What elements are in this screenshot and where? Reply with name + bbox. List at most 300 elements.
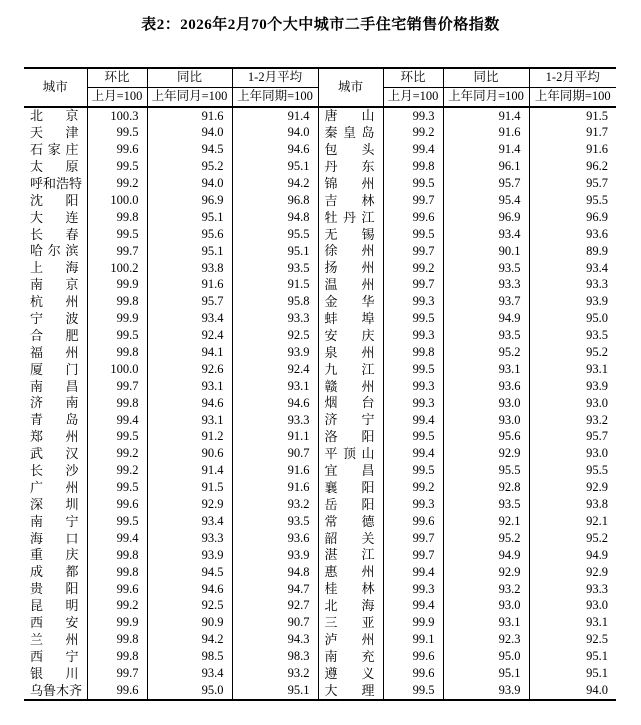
mom-value-left: 99.8 (87, 564, 147, 581)
mom-value-right: 99.7 (383, 530, 443, 547)
avg-value-right: 89.9 (529, 243, 616, 260)
yoy-value-left: 94.6 (147, 395, 232, 412)
yoy-value-right: 93.6 (443, 378, 529, 395)
mom-value-left: 99.5 (87, 125, 147, 142)
city-name-right: 常德 (318, 513, 383, 530)
mom-value-left: 99.2 (87, 446, 147, 463)
mom-value-right: 99.5 (383, 429, 443, 446)
mom-value-right: 99.6 (383, 513, 443, 530)
city-name-right: 宜昌 (318, 463, 383, 480)
yoy-value-right: 92.9 (443, 564, 529, 581)
avg-value-left: 95.5 (232, 226, 318, 243)
yoy-value-right: 93.5 (443, 496, 529, 513)
city-name-left: 青岛 (30, 412, 79, 428)
avg-value-left: 92.5 (232, 328, 318, 345)
mom-value-right: 99.1 (383, 632, 443, 649)
mom-value-left: 99.7 (87, 243, 147, 260)
mom-value-left: 99.8 (87, 344, 147, 361)
table-row (24, 395, 616, 412)
avg-value-right: 95.1 (529, 665, 616, 682)
yoy-value-left: 94.6 (147, 581, 232, 598)
avg-value-right: 93.6 (529, 226, 616, 243)
table-row (24, 192, 616, 209)
table-row (24, 480, 616, 497)
yoy-value-left: 93.9 (147, 547, 232, 564)
avg-value-left: 90.7 (232, 446, 318, 463)
avg-value-right: 93.1 (529, 615, 616, 632)
yoy-value-left: 94.0 (147, 176, 232, 193)
city-name-left: 杭州 (30, 294, 79, 310)
yoy-value-left: 93.3 (147, 530, 232, 547)
yoy-value-left: 95.2 (147, 159, 232, 176)
city-name-left: 沈阳 (30, 192, 79, 208)
mom-value-right: 99.3 (383, 378, 443, 395)
avg-value-right: 95.0 (529, 311, 616, 328)
avg-value-left: 93.2 (232, 496, 318, 513)
header-avg-left: 1-2月平均 (232, 68, 318, 88)
city-name-left: 重庆 (30, 547, 79, 563)
table-row (24, 429, 616, 446)
mom-value-left: 99.5 (87, 226, 147, 243)
city-name-right: 包头 (318, 142, 383, 159)
yoy-value-right: 93.0 (443, 412, 529, 429)
city-name-left: 贵阳 (30, 581, 79, 597)
city-name-right: 南充 (318, 649, 383, 666)
avg-value-left: 92.4 (232, 361, 318, 378)
yoy-value-right: 95.6 (443, 429, 529, 446)
avg-value-right: 93.0 (529, 446, 616, 463)
yoy-value-left: 98.5 (147, 649, 232, 666)
yoy-value-left: 92.4 (147, 328, 232, 345)
city-name-right: 襄阳 (318, 480, 383, 497)
yoy-value-right: 91.4 (443, 107, 529, 125)
yoy-value-right: 93.0 (443, 598, 529, 615)
yoy-value-right: 96.9 (443, 209, 529, 226)
table-row (24, 176, 616, 193)
city-name-right: 徐州 (318, 243, 383, 260)
yoy-value-right: 96.1 (443, 159, 529, 176)
yoy-value-right: 94.9 (443, 311, 529, 328)
table-row (24, 125, 616, 142)
avg-value-right: 96.9 (529, 209, 616, 226)
avg-value-left: 95.1 (232, 243, 318, 260)
city-name-right: 赣州 (318, 378, 383, 395)
mom-value-right: 99.4 (383, 446, 443, 463)
yoy-value-left: 91.6 (147, 277, 232, 294)
city-name-left: 南昌 (30, 378, 79, 394)
table-row (24, 209, 616, 226)
city-name-left: 昆明 (30, 598, 79, 614)
avg-value-left: 94.3 (232, 632, 318, 649)
city-name-left: 宁波 (30, 310, 79, 326)
table-row (24, 412, 616, 429)
avg-value-right: 93.9 (529, 294, 616, 311)
table-row (24, 260, 616, 277)
avg-value-left: 96.8 (232, 192, 318, 209)
avg-value-right: 92.1 (529, 513, 616, 530)
mom-value-right: 99.7 (383, 277, 443, 294)
yoy-value-right: 95.0 (443, 649, 529, 666)
yoy-value-left: 95.1 (147, 243, 232, 260)
avg-value-right: 92.9 (529, 480, 616, 497)
mom-value-right: 99.4 (383, 598, 443, 615)
city-name-left: 南京 (30, 277, 79, 293)
table-row (24, 649, 616, 666)
table-row (24, 581, 616, 598)
table-row (24, 463, 616, 480)
mom-value-right: 99.3 (383, 107, 443, 125)
mom-value-left: 99.4 (87, 530, 147, 547)
mom-value-right: 99.2 (383, 480, 443, 497)
mom-value-right: 99.5 (383, 361, 443, 378)
table-row (24, 682, 616, 700)
avg-value-right: 94.0 (529, 682, 616, 700)
yoy-value-left: 95.1 (147, 209, 232, 226)
yoy-value-right: 95.2 (443, 530, 529, 547)
yoy-value-left: 90.6 (147, 446, 232, 463)
mom-value-right: 99.5 (383, 463, 443, 480)
city-name-right: 岳阳 (318, 496, 383, 513)
mom-value-right: 99.5 (383, 682, 443, 700)
avg-value-left: 95.1 (232, 159, 318, 176)
table-row (24, 378, 616, 395)
avg-value-right: 95.7 (529, 429, 616, 446)
table-row (24, 547, 616, 564)
avg-value-right: 91.7 (529, 125, 616, 142)
city-name-left: 石家庄 (30, 142, 79, 158)
avg-value-left: 93.5 (232, 260, 318, 277)
avg-value-right: 96.2 (529, 159, 616, 176)
avg-value-left: 93.6 (232, 530, 318, 547)
yoy-value-right: 90.1 (443, 243, 529, 260)
yoy-value-right: 93.2 (443, 581, 529, 598)
yoy-value-left: 93.1 (147, 378, 232, 395)
avg-value-right: 91.6 (529, 142, 616, 159)
yoy-value-right: 93.4 (443, 226, 529, 243)
table-row (24, 142, 616, 159)
mom-value-left: 99.5 (87, 159, 147, 176)
yoy-value-left: 92.6 (147, 361, 232, 378)
city-name-left: 上海 (30, 260, 79, 276)
table-row (24, 361, 616, 378)
table-row (24, 328, 616, 345)
table-row (24, 564, 616, 581)
avg-value-left: 93.2 (232, 665, 318, 682)
avg-value-right: 93.1 (529, 361, 616, 378)
table-row (24, 243, 616, 260)
city-name-left: 长春 (30, 226, 79, 242)
avg-value-left: 95.1 (232, 682, 318, 700)
avg-value-right: 92.9 (529, 564, 616, 581)
mom-value-left: 99.5 (87, 429, 147, 446)
avg-value-left: 98.3 (232, 649, 318, 666)
header-mom-right: 环比 (383, 68, 443, 88)
mom-value-left: 99.8 (87, 547, 147, 564)
yoy-value-left: 93.8 (147, 260, 232, 277)
mom-value-left: 99.9 (87, 277, 147, 294)
mom-value-left: 99.5 (87, 513, 147, 530)
mom-value-left: 99.7 (87, 665, 147, 682)
avg-value-left: 91.4 (232, 107, 318, 125)
mom-value-right: 99.4 (383, 142, 443, 159)
city-name-left: 兰州 (30, 631, 79, 647)
table-row (24, 513, 616, 530)
city-name-right: 金华 (318, 294, 383, 311)
mom-value-left: 99.8 (87, 395, 147, 412)
subheader-avg-left: 上年同期=100 (232, 88, 318, 108)
mom-value-left: 99.6 (87, 142, 147, 159)
mom-value-left: 99.9 (87, 311, 147, 328)
subheader-mom-right: 上月=100 (383, 88, 443, 108)
subheader-yoy-right: 上年同月=100 (443, 88, 529, 108)
yoy-value-right: 95.1 (443, 665, 529, 682)
mom-value-left: 100.0 (87, 192, 147, 209)
city-name-right: 泉州 (318, 344, 383, 361)
avg-value-left: 94.2 (232, 176, 318, 193)
mom-value-left: 99.8 (87, 632, 147, 649)
mom-value-right: 99.2 (383, 125, 443, 142)
city-name-right: 秦皇岛 (318, 125, 383, 142)
yoy-value-left: 96.9 (147, 192, 232, 209)
city-name-left: 哈尔滨 (30, 243, 79, 259)
avg-value-right: 95.1 (529, 649, 616, 666)
avg-value-left: 93.9 (232, 344, 318, 361)
mom-value-left: 99.5 (87, 328, 147, 345)
city-name-right: 北海 (318, 598, 383, 615)
city-name-right: 安庆 (318, 328, 383, 345)
city-name-right: 湛江 (318, 547, 383, 564)
city-name-left: 福州 (30, 344, 79, 360)
yoy-value-right: 92.8 (443, 480, 529, 497)
avg-value-right: 93.5 (529, 328, 616, 345)
yoy-value-right: 95.7 (443, 176, 529, 193)
mom-value-left: 99.2 (87, 176, 147, 193)
avg-value-left: 94.8 (232, 209, 318, 226)
yoy-value-left: 93.4 (147, 311, 232, 328)
mom-value-right: 99.4 (383, 564, 443, 581)
avg-value-right: 93.8 (529, 496, 616, 513)
city-name-right: 牡丹江 (318, 209, 383, 226)
avg-value-left: 94.8 (232, 564, 318, 581)
mom-value-left: 99.8 (87, 649, 147, 666)
mom-value-right: 99.6 (383, 649, 443, 666)
mom-value-left: 99.9 (87, 615, 147, 632)
city-name-left: 呼和浩特 (30, 175, 83, 191)
table-row (24, 446, 616, 463)
mom-value-right: 99.3 (383, 581, 443, 598)
yoy-value-left: 95.7 (147, 294, 232, 311)
yoy-value-left: 94.2 (147, 632, 232, 649)
table-row (24, 107, 616, 125)
table-row (24, 226, 616, 243)
table-row (24, 311, 616, 328)
table-row (24, 344, 616, 361)
mom-value-right: 99.7 (383, 192, 443, 209)
avg-value-left: 91.5 (232, 277, 318, 294)
city-name-right: 温州 (318, 277, 383, 294)
mom-value-left: 100.0 (87, 361, 147, 378)
city-name-left: 西宁 (30, 648, 79, 664)
avg-value-left: 91.6 (232, 480, 318, 497)
yoy-value-right: 93.1 (443, 361, 529, 378)
mom-value-right: 99.7 (383, 547, 443, 564)
avg-value-left: 95.8 (232, 294, 318, 311)
table-header (24, 68, 616, 107)
city-name-left: 南宁 (30, 513, 79, 529)
mom-value-right: 99.4 (383, 412, 443, 429)
yoy-value-left: 94.5 (147, 564, 232, 581)
yoy-value-left: 94.0 (147, 125, 232, 142)
city-name-left: 天津 (30, 125, 79, 141)
table-row (24, 615, 616, 632)
mom-value-left: 99.6 (87, 581, 147, 598)
city-name-left: 大连 (30, 209, 79, 225)
avg-value-left: 94.6 (232, 395, 318, 412)
avg-value-left: 91.1 (232, 429, 318, 446)
mom-value-right: 99.5 (383, 311, 443, 328)
city-name-left: 武汉 (30, 446, 79, 462)
city-name-right: 吉林 (318, 192, 383, 209)
mom-value-right: 99.8 (383, 159, 443, 176)
mom-value-right: 99.3 (383, 328, 443, 345)
yoy-value-right: 93.5 (443, 328, 529, 345)
yoy-value-left: 94.1 (147, 344, 232, 361)
mom-value-left: 99.4 (87, 412, 147, 429)
city-name-right: 蚌埠 (318, 311, 383, 328)
yoy-value-right: 92.1 (443, 513, 529, 530)
mom-value-left: 99.8 (87, 294, 147, 311)
mom-value-left: 100.3 (87, 107, 147, 125)
table-row (24, 530, 616, 547)
mom-value-left: 99.8 (87, 209, 147, 226)
subheader-mom-left: 上月=100 (87, 88, 147, 108)
yoy-value-left: 95.0 (147, 682, 232, 700)
header-mom-left: 环比 (87, 68, 147, 88)
yoy-value-right: 93.0 (443, 395, 529, 412)
avg-value-left: 93.3 (232, 311, 318, 328)
yoy-value-left: 90.9 (147, 615, 232, 632)
city-name-right: 洛阳 (318, 429, 383, 446)
city-name-left: 深圳 (30, 496, 79, 512)
avg-value-left: 93.9 (232, 547, 318, 564)
header-yoy-left: 同比 (147, 68, 232, 88)
yoy-value-left: 94.5 (147, 142, 232, 159)
avg-value-right: 95.2 (529, 530, 616, 547)
table-row (24, 632, 616, 649)
mom-value-right: 99.6 (383, 209, 443, 226)
yoy-value-right: 95.5 (443, 463, 529, 480)
city-name-right: 济宁 (318, 412, 383, 429)
city-name-left: 合肥 (30, 327, 79, 343)
yoy-value-right: 93.9 (443, 682, 529, 700)
mom-value-left: 99.5 (87, 480, 147, 497)
subheader-yoy-left: 上年同月=100 (147, 88, 232, 108)
subheader-avg-right: 上年同期=100 (529, 88, 616, 108)
city-name-left: 济南 (30, 395, 79, 411)
mom-value-left: 99.6 (87, 682, 147, 700)
city-name-left: 广州 (30, 479, 79, 495)
avg-value-right: 95.5 (529, 192, 616, 209)
avg-value-right: 93.0 (529, 395, 616, 412)
city-name-left: 成都 (30, 564, 79, 580)
avg-value-left: 94.6 (232, 142, 318, 159)
table-row (24, 294, 616, 311)
city-name-right: 惠州 (318, 564, 383, 581)
yoy-value-right: 91.6 (443, 125, 529, 142)
avg-value-right: 95.7 (529, 176, 616, 193)
avg-value-right: 91.5 (529, 107, 616, 125)
yoy-value-right: 95.4 (443, 192, 529, 209)
mom-value-right: 99.5 (383, 176, 443, 193)
avg-value-right: 93.3 (529, 581, 616, 598)
city-name-left: 北京 (30, 108, 79, 124)
avg-value-right: 93.0 (529, 598, 616, 615)
avg-value-left: 90.7 (232, 615, 318, 632)
yoy-value-right: 91.4 (443, 142, 529, 159)
mom-value-right: 99.9 (383, 615, 443, 632)
yoy-value-left: 93.4 (147, 513, 232, 530)
city-name-right: 平顶山 (318, 446, 383, 463)
avg-value-right: 92.5 (529, 632, 616, 649)
mom-value-left: 99.6 (87, 496, 147, 513)
city-name-right: 大理 (318, 682, 383, 700)
avg-value-left: 94.7 (232, 581, 318, 598)
city-name-right: 韶关 (318, 530, 383, 547)
avg-value-right: 95.2 (529, 344, 616, 361)
mom-value-right: 99.3 (383, 395, 443, 412)
mom-value-right: 99.8 (383, 344, 443, 361)
mom-value-left: 99.2 (87, 598, 147, 615)
table-body (24, 107, 616, 700)
avg-value-left: 91.6 (232, 463, 318, 480)
city-name-right: 泸州 (318, 632, 383, 649)
header-yoy-right: 同比 (443, 68, 529, 88)
header-avg-right: 1-2月平均 (529, 68, 616, 88)
avg-value-right: 93.3 (529, 277, 616, 294)
yoy-value-right: 93.1 (443, 615, 529, 632)
yoy-value-left: 93.4 (147, 665, 232, 682)
yoy-value-right: 94.9 (443, 547, 529, 564)
avg-value-right: 93.2 (529, 412, 616, 429)
avg-value-left: 93.3 (232, 412, 318, 429)
mom-value-right: 99.5 (383, 226, 443, 243)
mom-value-left: 99.2 (87, 463, 147, 480)
mom-value-right: 99.2 (383, 260, 443, 277)
city-name-left: 太原 (30, 158, 79, 174)
mom-value-right: 99.3 (383, 496, 443, 513)
city-name-right: 桂林 (318, 581, 383, 598)
city-name-left: 海口 (30, 530, 79, 546)
city-name-left: 长沙 (30, 463, 79, 478)
yoy-value-right: 95.2 (443, 344, 529, 361)
avg-value-left: 93.1 (232, 378, 318, 395)
table-row (24, 496, 616, 513)
table-row (24, 598, 616, 615)
table-row (24, 159, 616, 176)
mom-value-right: 99.6 (383, 665, 443, 682)
yoy-value-left: 91.6 (147, 107, 232, 125)
city-name-right: 唐山 (318, 107, 383, 125)
avg-value-right: 94.9 (529, 547, 616, 564)
avg-value-left: 93.5 (232, 513, 318, 530)
mom-value-right: 99.7 (383, 243, 443, 260)
yoy-value-right: 93.3 (443, 277, 529, 294)
city-name-left: 西安 (30, 615, 79, 631)
yoy-value-left: 93.1 (147, 412, 232, 429)
table-row (24, 665, 616, 682)
yoy-value-left: 92.9 (147, 496, 232, 513)
city-name-right: 三亚 (318, 615, 383, 632)
